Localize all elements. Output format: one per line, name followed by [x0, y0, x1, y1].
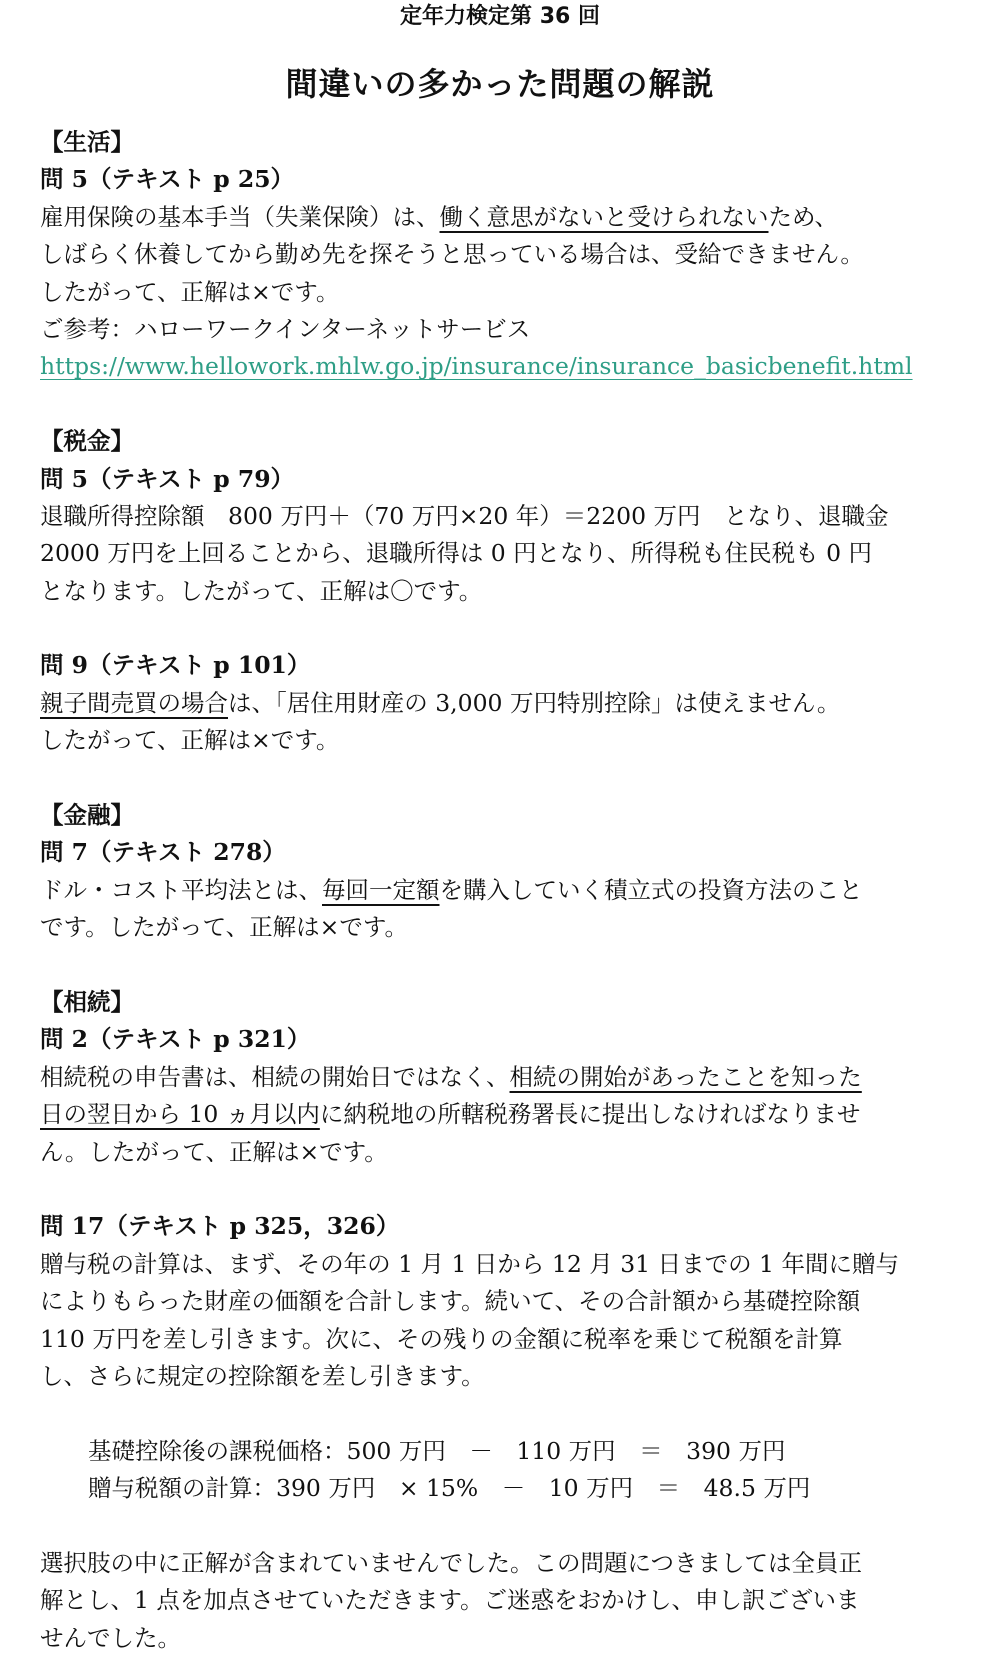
text-span: は、「居住用財産の 3,000 万円特別控除」は使えません。 [228, 688, 841, 717]
underlined-text: 働く意思がないと受けられない [439, 202, 769, 231]
paragraph-line: 2000 万円を上回ることから、退職所得は 0 円となり、所得税も住民税も 0 円 [40, 539, 873, 568]
paragraph-line [40, 199, 970, 236]
paragraph-line: ん。したがって、正解は×です。 [40, 1137, 388, 1166]
paragraph-line: です。したがって、正解は×です。 [40, 913, 408, 942]
paragraph-line: し、さらに規定の控除額を差し引きます。 [40, 1361, 485, 1390]
paragraph-line: 110 万円を差し引きます。次に、その残りの金額に税率を乗じて税額を計算 [40, 1324, 843, 1353]
paragraph-line: したがって、正解は×です。 [40, 277, 340, 306]
paragraph-line: によりもらった財産の価額を合計します。続いて、その合計額から基礎控除額 [40, 1287, 861, 1316]
spacer [40, 1395, 970, 1432]
paragraph-line: 解とし、1 点を加点させていただきます。ご迷惑をおかけし、申し訳ございま [40, 1586, 860, 1615]
section-label-finance: 【金融】 [40, 801, 134, 830]
question-heading-inheritance-q2: 問 2（テキスト p 321） [40, 1025, 311, 1054]
question-heading-tax-q5: 問 5（テキスト p 79） [40, 464, 295, 493]
paragraph-line: 選択肢の中に正解が含まれていませんでした。この問題につきましては全員正 [40, 1548, 863, 1577]
paragraph-line: したがって、正解は×です。 [40, 726, 340, 755]
underlined-text: 親子間売買の場合 [40, 688, 228, 717]
spacer [40, 1507, 970, 1544]
document-body [40, 124, 970, 1657]
paragraph-line [40, 1059, 970, 1096]
section-label-tax: 【税金】 [40, 427, 134, 456]
text-span: ドル・コスト平均法とは、 [40, 875, 322, 904]
underlined-text: 日の翌日から 10 ヵ月以内 [40, 1100, 320, 1129]
paragraph-line: 退職所得控除額 800 万円＋（70 万円×20 年）＝2200 万円 となり、退職金 [40, 501, 889, 530]
underlined-text: 毎回一定額 [322, 875, 440, 904]
calculation-line: 贈与税額の計算：390 万円 × 15% － 10 万円 ＝ 48.5 万円 [88, 1474, 811, 1503]
text-span: 相続税の申告書は、相続の開始日ではなく、 [40, 1062, 510, 1091]
question-heading-tax-q9: 問 9（テキスト p 101） [40, 651, 311, 680]
paragraph-line: せんでした。 [40, 1623, 181, 1652]
question-heading-finance-q7: 問 7（テキスト 278） [40, 838, 286, 867]
text-span: を購入していく積立式の投資方法のこと [439, 875, 863, 904]
text-span: ため、 [768, 202, 839, 231]
paragraph-line: となります。したがって、正解は〇です。 [40, 576, 483, 605]
page-title: 間違いの多かった問題の解説 [285, 65, 715, 103]
exam-title: 定年力検定第 36 回 [400, 4, 600, 29]
paragraph-line [40, 1096, 970, 1133]
spacer [40, 1171, 970, 1208]
question-heading-inheritance-q17: 問 17（テキスト p 325，326） [40, 1212, 400, 1241]
calculation-line: 基礎控除後の課税価格：500 万円 － 110 万円 ＝ 390 万円 [88, 1436, 786, 1465]
hellowork-link[interactable]: https://www.hellowork.mhlw.go.jp/insurance/insurance_basicbenefit.html [40, 352, 913, 381]
section-label-inheritance: 【相続】 [40, 987, 134, 1016]
paragraph-line: 贈与税の計算は、まず、その年の 1 月 1 日から 12 月 31 日までの 1 年間に贈与 [40, 1249, 899, 1278]
paragraph-line: ご参考：ハローワークインターネットサービス [40, 314, 531, 343]
section-label-life: 【生活】 [40, 128, 134, 156]
link-line [40, 348, 970, 385]
spacer [40, 386, 970, 423]
spacer [40, 610, 970, 647]
paragraph-line: しばらく休養してから勤め先を探そうと思っている場合は、受給できません。 [40, 240, 864, 269]
text-span: に納税地の所轄税務署長に提出しなければなりませ [319, 1100, 861, 1129]
spacer [40, 760, 970, 797]
underlined-text: 相続の開始があったことを知った [509, 1062, 862, 1091]
text-span: 雇用保険の基本手当（失業保険）は、 [40, 202, 440, 231]
question-heading-life-q5: 問 5（テキスト p 25） [40, 165, 295, 194]
paragraph-line [40, 872, 970, 909]
paragraph-line [40, 685, 970, 722]
spacer [40, 947, 970, 984]
